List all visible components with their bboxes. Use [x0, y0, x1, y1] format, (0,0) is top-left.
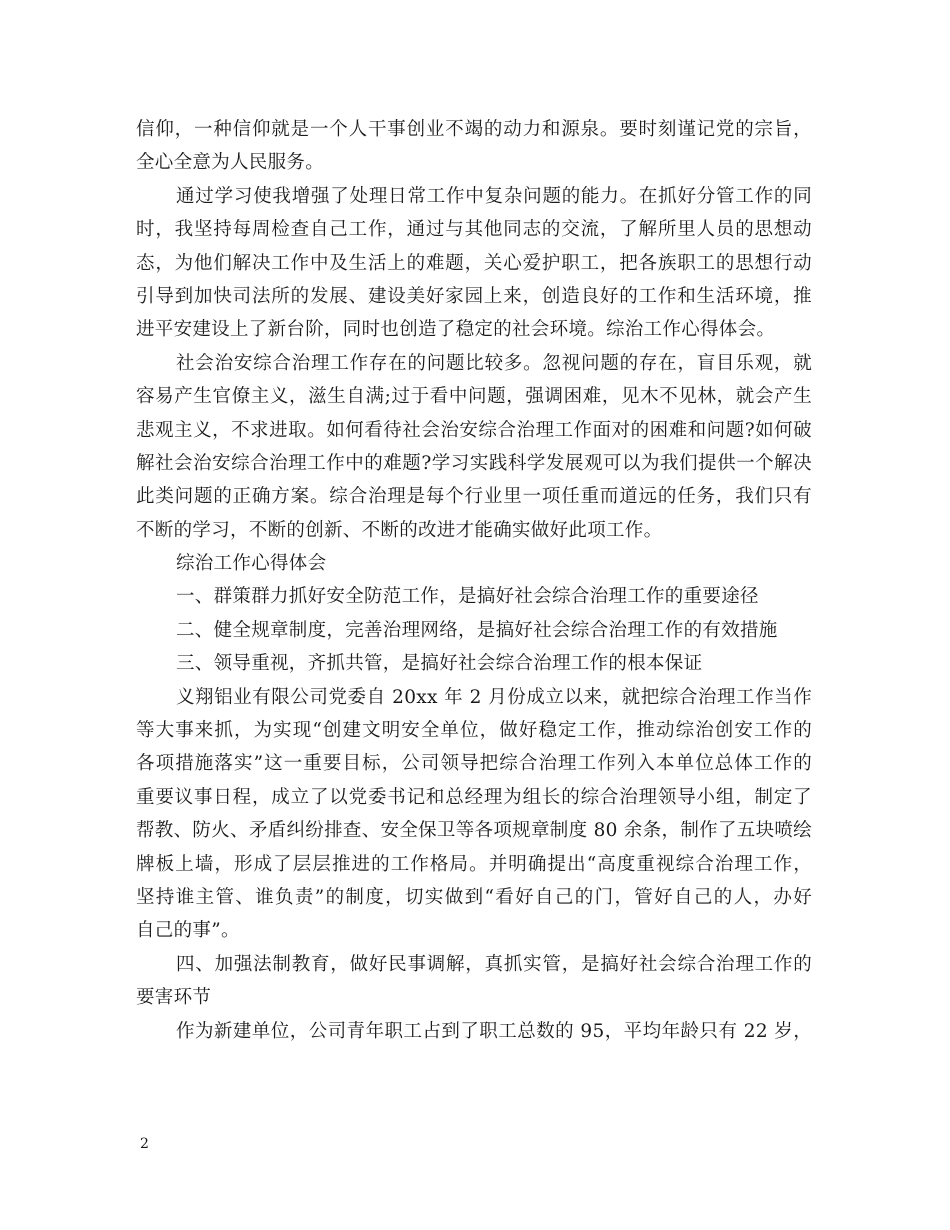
text-line: 解社会治安综合治理工作中的难题?学习实践科学发展观可以为我们提供一个解决	[136, 452, 812, 474]
text-line: 时，我坚持每周检查自己工作，通过与其他同志的交流，了解所里人员的思想动	[136, 219, 812, 241]
text-line: 全心全意为人民服务。	[136, 152, 325, 174]
text-line: 坚持谁主管、谁负责”的制度，切实做到“看好自己的门，管好自己的人，办好	[136, 886, 812, 908]
text-line: 三、领导重视，齐抓共管，是搞好社会综合治理工作的根本保证	[176, 653, 703, 675]
text-line: 容易产生官僚主义，滋生自满;过于看中问题，强调困难，见木不见林，就会产生	[136, 386, 812, 408]
text-line: 要害环节	[136, 987, 212, 1009]
text-line: 信仰，一种信仰就是一个人干事创业不竭的动力和源泉。要时刻谨记党的宗旨，	[136, 119, 812, 140]
text-line: 重要议事日程，成立了以党委书记和总经理为组长的综合治理领导小组，制定了	[136, 786, 812, 808]
text-line: 综治工作心得体会	[176, 553, 327, 575]
text-line: 态，为他们解决工作中及生活上的难题，关心爱护职工，把各族职工的思想行动	[136, 252, 812, 274]
text-line: 通过学习使我增强了处理日常工作中复杂问题的能力。在抓好分管工作的同	[176, 185, 812, 207]
text-line: 帮教、防火、矛盾纠纷排查、安全保卫等各项规章制度 80 余条，制作了五块喷绘	[136, 820, 812, 842]
text-line: 义翔铝业有限公司党委自 20xx 年 2 月份成立以来，就把综合治理工作当作	[176, 686, 812, 708]
page-number: 2	[140, 1136, 149, 1152]
text-line: 引导到加快司法所的发展、建设美好家园上来，创造良好的工作和生活环境，推	[136, 285, 812, 307]
text-line: 进平安建设上了新台阶，同时也创造了稳定的社会环境。综治工作心得体会。	[136, 319, 776, 341]
text-line: 不断的学习，不断的创新、不断的改进才能确实做好此项工作。	[136, 519, 663, 541]
text-line: 自己的事”。	[136, 920, 240, 942]
document-body	[136, 113, 812, 1048]
text-line: 等大事来抓，为实现“创建文明安全单位，做好稳定工作，推动综治创安工作的	[136, 720, 812, 742]
text-line: 四、加强法制教育，做好民事调解，真抓实管，是搞好社会综合治理工作的	[176, 953, 812, 975]
text-line: 悲观主义，不求进取。如何看待社会治安综合治理工作面对的困难和问题?如何破	[136, 419, 812, 441]
text-line: 一、群策群力抓好安全防范工作，是搞好社会综合治理工作的重要途径	[176, 586, 759, 608]
text-line: 此类问题的正确方案。综合治理是每个行业里一项任重而道远的任务，我们只有	[136, 486, 812, 508]
text-line: 牌板上墙，形成了层层推进的工作格局。并明确提出“高度重视综合治理工作，	[136, 853, 812, 875]
text-line: 作为新建单位，公司青年职工占到了职工总数的 95，平均年龄只有 22 岁，	[176, 1020, 812, 1042]
text-line: 各项措施落实”这一重要目标，公司领导把综合治理工作列入本单位总体工作的	[136, 753, 812, 775]
text-line: 二、健全规章制度，完善治理网络，是搞好社会综合治理工作的有效措施	[176, 619, 778, 641]
text-line: 社会治安综合治理工作存在的问题比较多。忽视问题的存在，盲目乐观，就	[176, 352, 812, 374]
